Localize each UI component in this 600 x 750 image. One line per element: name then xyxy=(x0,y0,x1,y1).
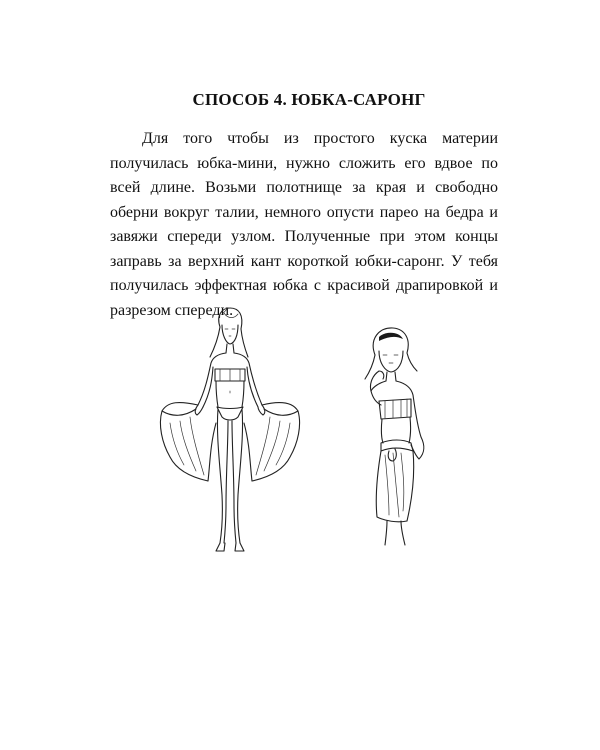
paragraph-line: Для того чтобы из простого куска материи xyxy=(142,130,498,147)
paragraph-line: получилась юбка-мини, нужно сложить его вдвое по xyxy=(110,154,498,172)
paragraph-line: получилась эффектная юбка с красивой драпировкой и xyxy=(110,277,498,294)
paragraph-line: всей длине. Возьми полотнище за края и свободно xyxy=(110,179,498,196)
woman-in-sarong-sketch xyxy=(345,325,455,550)
sarong-worn-illustration xyxy=(345,325,455,550)
page-title: СПОСОБ 4. ЮБКА-САРОНГ xyxy=(192,90,426,109)
paragraph-line: завяжи спереди узлом. Полученные при этом концы xyxy=(110,228,498,245)
woman-holding-pareo-sketch xyxy=(150,305,310,560)
pareo-open-illustration xyxy=(150,305,310,560)
body-paragraph xyxy=(110,127,498,323)
paragraph-line: оберни вокруг талии, немного опусти парео на бедра и xyxy=(110,203,498,221)
paragraph-line: заправь за верхний кант короткой юбки-саронг. У тебя xyxy=(110,252,498,270)
paragraph-line: разрезом спереди. xyxy=(110,301,234,319)
